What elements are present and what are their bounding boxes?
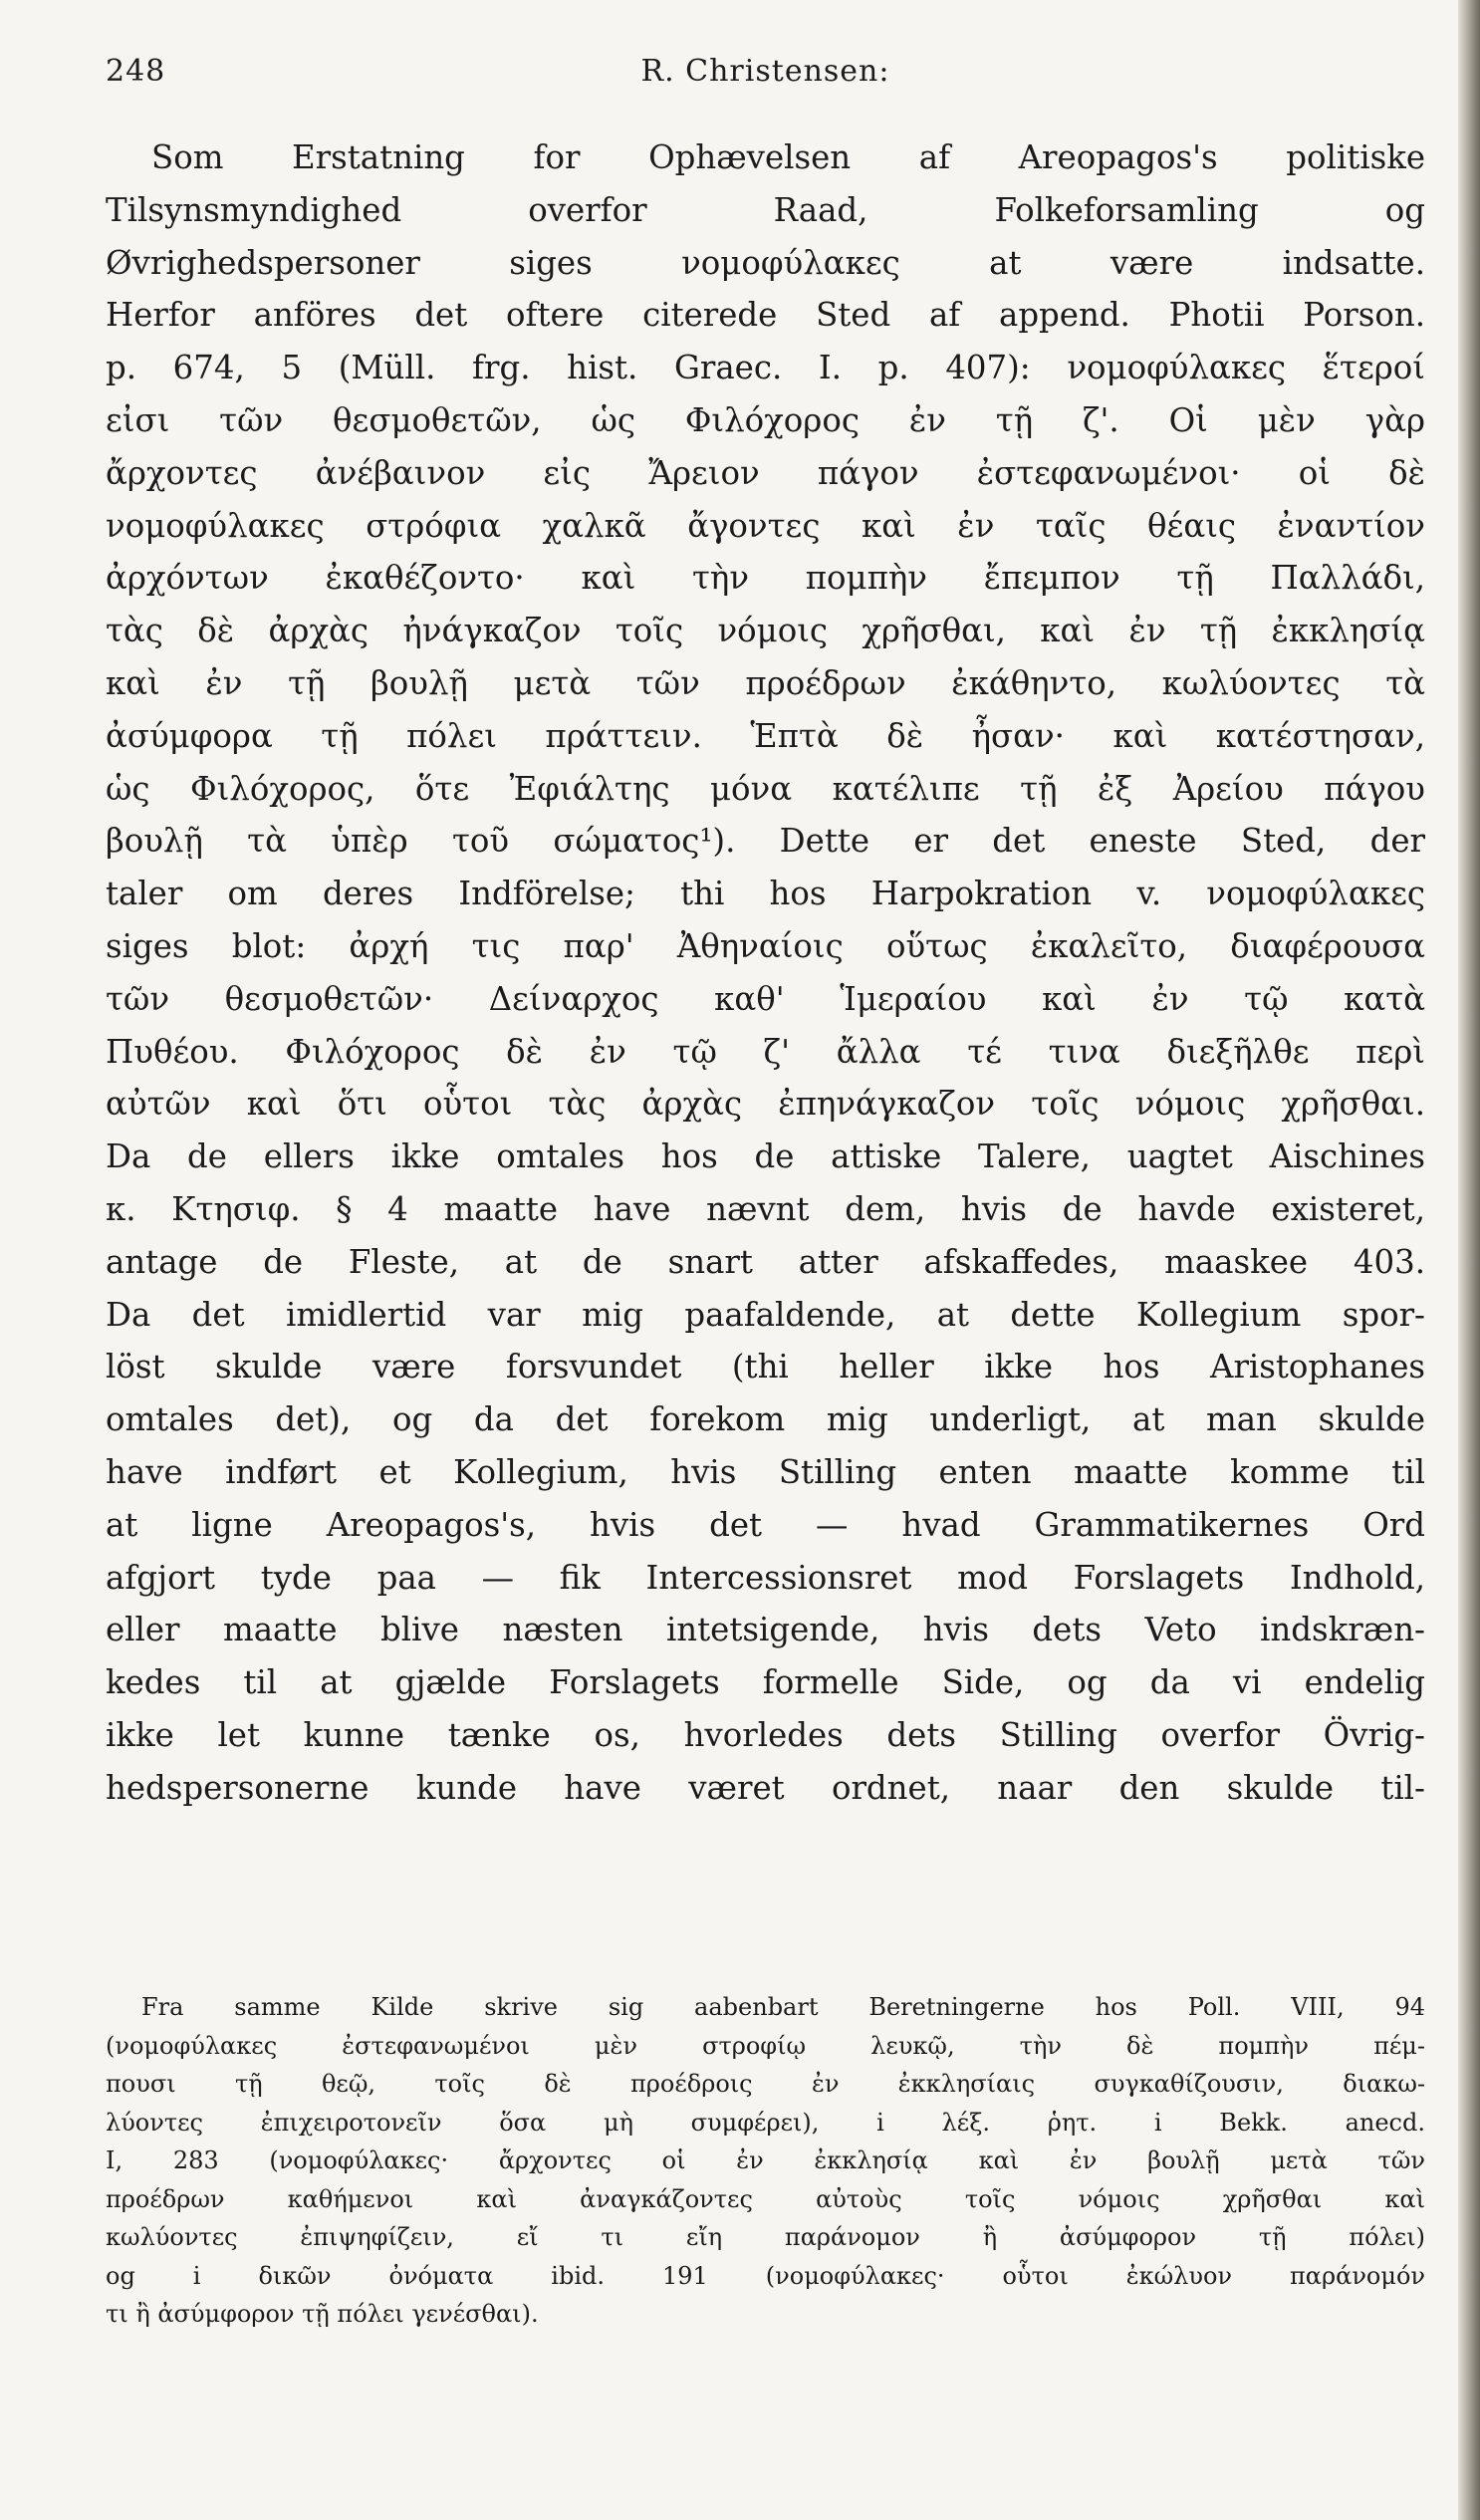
- page-header: [106, 40, 1425, 100]
- text-line: Tilsynsmyndighed overfor Raad, Folkeforsamling og: [106, 190, 1425, 229]
- text-line: Herfor anföres det oftere citerede Sted af append. Photii Porson.: [106, 296, 1425, 335]
- footnotes: [106, 1988, 1425, 2334]
- page-number: 248: [106, 54, 166, 89]
- text-line: afgjort tyde paa — fik Intercessionsret mod Forslagets Indhold,: [106, 1558, 1425, 1597]
- text-line: τῶν θεσμοθετῶν· Δείναρχος καθ' Ἱμεραίου καὶ ἐν τῷ κατὰ: [106, 979, 1425, 1018]
- text-line: ὡς Φιλόχορος, ὅτε Ἐφιάλτης μόνα κατέλιπε τῇ ἐξ Ἀρείου πάγου: [106, 769, 1425, 808]
- text-line: αὐτῶν καὶ ὅτι οὗτοι τὰς ἀρχὰς ἐπηνάγκαζον τοῖς νόμοις χρῆσθαι.: [106, 1085, 1425, 1124]
- text-line: Πυθέου. Φιλόχορος δὲ ἐν τῷ ζ' ἄλλα τέ τινα διεξῆλθε περὶ: [106, 1032, 1425, 1071]
- text-line: antage de Fleste, at de snart atter afskaffedes, maaskee 403.: [106, 1242, 1425, 1281]
- text-line: have indført et Kollegium, hvis Stilling enten maatte komme til: [106, 1452, 1425, 1491]
- footnote-line: I, 283 (νομοφύλακες· ἄρχοντες οἱ ἐν ἐκκλησίᾳ καὶ ἐν βουλῇ μετὰ τῶν: [106, 2146, 1425, 2174]
- page-spine-edge: [1458, 0, 1480, 2520]
- text-line: p. 674, 5 (Müll. frg. hist. Graec. I. p. 407): νομοφύλακες ἕτεροί: [106, 349, 1425, 387]
- text-line: Øvrighedspersoner siges νομοφύλακες at være indsatte.: [106, 243, 1425, 282]
- footnote-line: προέδρων καθήμενοι καὶ ἀναγκάζοντες αὐτοὺς τοῖς νόμοις χρῆσθαι καὶ: [106, 2184, 1425, 2213]
- text-line: εἰσι τῶν θεσμοθετῶν, ὡς Φιλόχορος ἐν τῇ ζ'. Οἱ μὲν γὰρ: [106, 400, 1425, 439]
- text-line: taler om deres Indförelse; thi hos Harpokration v. νομοφύλακες: [106, 875, 1425, 913]
- text-line: eller maatte blive næsten intetsigende, hvis dets Veto indskræn-: [106, 1611, 1425, 1649]
- footnote-line: τι ἢ ἀσύμφορον τῇ πόλει γενέσθαι).: [106, 2300, 539, 2328]
- text-line: τὰς δὲ ἀρχὰς ἠνάγκαζον τοῖς νόμοις χρῆσθαι, καὶ ἐν τῇ ἐκκλησίᾳ: [106, 612, 1425, 650]
- footnote-line: λύοντες ἐπιχειροτονεῖν ὅσα μὴ συμφέρει), i λέξ. ῥητ. i Bekk. anecd.: [106, 2108, 1425, 2137]
- text-line: omtales det), og da det forekom mig underligt, at man skulde: [106, 1400, 1425, 1439]
- text-line: Da det imidlertid var mig paafaldende, at dette Kollegium spor-: [106, 1295, 1425, 1334]
- text-line: at ligne Areopagos's, hvis det — hvad Grammatikernes Ord: [106, 1505, 1425, 1544]
- text-line: ἀσύμφορα τῇ πόλει πράττειν. Ἑπτὰ δὲ ἦσαν· καὶ κατέστησαν,: [106, 716, 1425, 755]
- text-line: καὶ ἐν τῇ βουλῇ μετὰ τῶν προέδρων ἐκάθηντο, κωλύοντες τὰ: [106, 663, 1425, 702]
- footnote-line: πουσι τῇ θεῷ, τοῖς δὲ προέδροις ἐν ἐκκλησίαις συγκαθίζουσιν, διακω-: [106, 2070, 1425, 2098]
- running-title: R. Christensen:: [640, 54, 890, 89]
- text-line: Da de ellers ikke omtales hos de attiske Talere, uagtet Aischines: [106, 1137, 1425, 1176]
- text-line: ἄρχοντες ἀνέβαινον εἰς Ἄρειον πάγον ἐστεφανωμένοι· οἱ δὲ: [106, 453, 1425, 492]
- text-line: hedspersonerne kunde have været ordnet, naar den skulde til-: [106, 1768, 1425, 1807]
- footnote-line: κωλύοντες ἐπιψηφίζειν, εἴ τι εἴη παράνομον ἢ ἀσύμφορον τῇ πόλει): [106, 2223, 1425, 2251]
- footnote-line: Fra samme Kilde skrive sig aabenbart Beretningerne hos Poll. VIII, 94: [141, 1993, 1425, 2021]
- text-line: Som Erstatning for Ophævelsen af Areopagos's politiske: [151, 138, 1425, 176]
- text-line: ikke let kunne tænke os, hvorledes dets Stilling overfor Övrig-: [106, 1715, 1425, 1754]
- text-line: ἀρχόντων ἐκαθέζοντο· καὶ τὴν πομπὴν ἔπεμπον τῇ Παλλάδι,: [106, 559, 1425, 598]
- main-text: [106, 131, 1425, 1815]
- text-line: löst skulde være forsvundet (thi heller ikke hos Aristophanes: [106, 1348, 1425, 1386]
- footnote-line: (νομοφύλακες ἐστεφανωμένοι μὲν στροφίῳ λευκῷ, τὴν δὲ πομπὴν πέμ-: [106, 2031, 1425, 2060]
- text-line: βουλῇ τὰ ὑπὲρ τοῦ σώματος¹). Dette er det eneste Sted, der: [106, 822, 1425, 861]
- text-line: kedes til at gjælde Forslagets formelle Side, og da vi endelig: [106, 1663, 1425, 1702]
- text-line: νομοφύλακες στρόφια χαλκᾶ ἄγοντες καὶ ἐν ταῖς θέαις ἐναντίον: [106, 506, 1425, 545]
- text-line: κ. Κτησιφ. § 4 maatte have nævnt dem, hvis de havde existeret,: [106, 1189, 1425, 1228]
- footnote-line: og i δικῶν ὀνόματα ibid. 191 (νομοφύλακες· οὗτοι ἐκώλυον παράνομόν: [106, 2261, 1425, 2290]
- text-line: siges blot: ἀρχή τις παρ' Ἀθηναίοις οὕτως ἐκαλεῖτο, διαφέρουσα: [106, 926, 1425, 965]
